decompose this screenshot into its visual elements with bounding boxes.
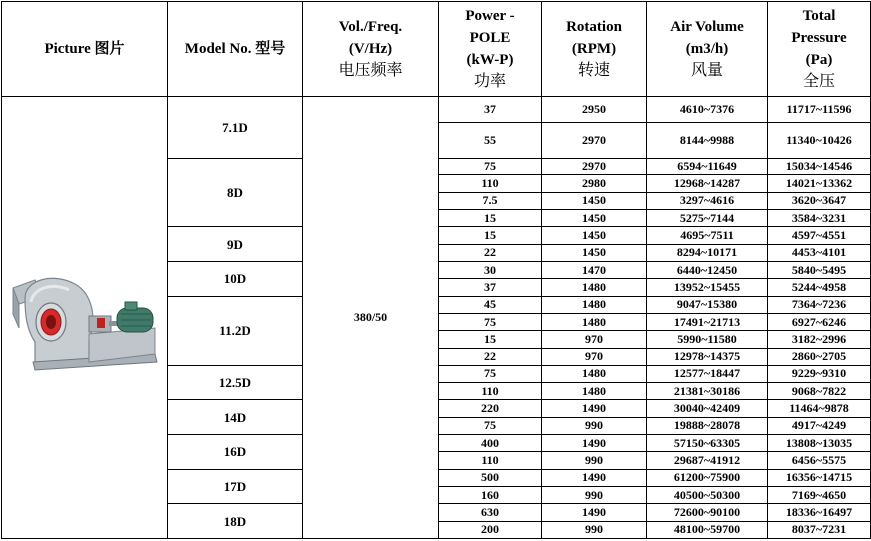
pressure-cell: 2860~2705: [768, 348, 871, 365]
power-cell: 15: [439, 331, 542, 348]
header-pressure-line1: Total: [802, 8, 836, 24]
header-picture: Picture 图片: [2, 2, 168, 97]
pressure-cell: 6927~6246: [768, 313, 871, 330]
air-cell: 5990~11580: [647, 331, 768, 348]
air-cell: 61200~75900: [647, 469, 768, 486]
rpm-cell: 2970: [542, 159, 647, 175]
header-row: [2, 2, 871, 97]
pressure-cell: 11340~10426: [768, 123, 871, 159]
pressure-cell: 18336~16497: [768, 504, 871, 521]
power-cell: 15: [439, 210, 542, 227]
model-cell: 9D: [168, 227, 303, 262]
model-cell: 17D: [168, 469, 303, 504]
power-cell: 200: [439, 521, 542, 538]
air-cell: 40500~50300: [647, 487, 768, 504]
rpm-cell: 2970: [542, 123, 647, 159]
model-cell: 10D: [168, 261, 303, 296]
model-cell: 18D: [168, 504, 303, 539]
fan-product-image: [5, 258, 165, 378]
air-cell: 13952~15455: [647, 279, 768, 296]
header-power: [439, 2, 542, 97]
rpm-cell: 990: [542, 487, 647, 504]
air-cell: 21381~30186: [647, 383, 768, 400]
air-cell: 48100~59700: [647, 521, 768, 538]
power-cell: 22: [439, 244, 542, 261]
rpm-cell: 990: [542, 521, 647, 538]
rpm-cell: 970: [542, 348, 647, 365]
pressure-cell: 15034~14546: [768, 159, 871, 175]
table-row: [2, 97, 871, 123]
air-cell: 12577~18447: [647, 365, 768, 382]
rpm-cell: 990: [542, 417, 647, 434]
pressure-cell: 6456~5575: [768, 452, 871, 469]
header-rotation-line2: (RPM): [571, 41, 617, 57]
rpm-cell: 2980: [542, 175, 647, 192]
pressure-cell: 5840~5495: [768, 261, 871, 278]
header-volfreq-line2: (V/Hz): [348, 41, 393, 57]
power-cell: 37: [439, 279, 542, 296]
rpm-cell: 1480: [542, 279, 647, 296]
rpm-cell: 1450: [542, 210, 647, 227]
air-cell: 6594~11649: [647, 159, 768, 175]
air-cell: 17491~21713: [647, 313, 768, 330]
header-air-volume: [647, 2, 768, 97]
header-volfreq: [303, 2, 439, 97]
air-cell: 30040~42409: [647, 400, 768, 417]
model-cell: 14D: [168, 400, 303, 435]
pressure-cell: 16356~14715: [768, 469, 871, 486]
rpm-cell: 1480: [542, 296, 647, 313]
power-cell: 500: [439, 469, 542, 486]
power-cell: 160: [439, 487, 542, 504]
rpm-cell: 1450: [542, 192, 647, 209]
model-cell: 11.2D: [168, 296, 303, 365]
rpm-cell: 1490: [542, 469, 647, 486]
pressure-cell: 9068~7822: [768, 383, 871, 400]
power-cell: 75: [439, 365, 542, 382]
header-rotation-line1: Rotation: [566, 19, 622, 35]
power-cell: 45: [439, 296, 542, 313]
power-cell: 55: [439, 123, 542, 159]
pressure-cell: 4597~4551: [768, 227, 871, 244]
pressure-cell: 7364~7236: [768, 296, 871, 313]
power-cell: 110: [439, 452, 542, 469]
header-power-cn: 功率: [473, 73, 506, 90]
pressure-cell: 3584~3231: [768, 210, 871, 227]
power-cell: 7.5: [439, 192, 542, 209]
power-cell: 220: [439, 400, 542, 417]
air-cell: 57150~63305: [647, 435, 768, 452]
rpm-cell: 1450: [542, 244, 647, 261]
header-volfreq-cn: 电压频率: [338, 62, 403, 79]
model-cell: 8D: [168, 159, 303, 227]
pressure-cell: 5244~4958: [768, 279, 871, 296]
rpm-cell: 1490: [542, 504, 647, 521]
pressure-cell: 11717~11596: [768, 97, 871, 123]
pressure-cell: 11464~9878: [768, 400, 871, 417]
header-air-line2: (m3/h): [685, 41, 729, 57]
pressure-cell: 9229~9310: [768, 365, 871, 382]
air-cell: 29687~41912: [647, 452, 768, 469]
power-cell: 30: [439, 261, 542, 278]
header-model: Model No. 型号: [168, 2, 303, 97]
rpm-cell: 1480: [542, 313, 647, 330]
pressure-cell: 8037~7231: [768, 521, 871, 538]
header-pressure-cn: 全压: [802, 73, 835, 90]
power-cell: 37: [439, 97, 542, 123]
air-cell: 12978~14375: [647, 348, 768, 365]
model-cell: 16D: [168, 435, 303, 470]
model-cell: 12.5D: [168, 365, 303, 400]
pressure-cell: 3620~3647: [768, 192, 871, 209]
header-rotation: [542, 2, 647, 97]
header-power-line1: Power -: [465, 8, 515, 24]
header-air-cn: 风量: [690, 62, 723, 79]
rpm-cell: 1470: [542, 261, 647, 278]
air-cell: 12968~14287: [647, 175, 768, 192]
power-cell: 110: [439, 175, 542, 192]
header-pressure-line3: (Pa): [805, 52, 833, 68]
rpm-cell: 990: [542, 452, 647, 469]
air-cell: 8144~9988: [647, 123, 768, 159]
header-air-line1: Air Volume: [670, 19, 744, 35]
power-cell: 75: [439, 417, 542, 434]
rpm-cell: 1480: [542, 365, 647, 382]
air-cell: 3297~4616: [647, 192, 768, 209]
air-cell: 5275~7144: [647, 210, 768, 227]
header-power-line3: (kW-P): [466, 52, 514, 68]
header-rotation-cn: 转速: [577, 62, 610, 79]
power-cell: 22: [439, 348, 542, 365]
pressure-cell: 13808~13035: [768, 435, 871, 452]
air-cell: 9047~15380: [647, 296, 768, 313]
air-cell: 8294~10171: [647, 244, 768, 261]
pressure-cell: 3182~2996: [768, 331, 871, 348]
pressure-cell: 7169~4650: [768, 487, 871, 504]
power-cell: 15: [439, 227, 542, 244]
model-cell: 7.1D: [168, 97, 303, 159]
power-cell: 400: [439, 435, 542, 452]
air-cell: 4695~7511: [647, 227, 768, 244]
air-cell: 4610~7376: [647, 97, 768, 123]
power-cell: 75: [439, 159, 542, 175]
header-volfreq-line1: Vol./Freq.: [338, 19, 403, 35]
header-pressure-line2: Pressure: [791, 30, 847, 46]
header-power-line2: POLE: [469, 30, 511, 46]
centrifugal-fan-icon: [5, 258, 165, 378]
rpm-cell: 1490: [542, 435, 647, 452]
rpm-cell: 2950: [542, 97, 647, 123]
power-cell: 110: [439, 383, 542, 400]
air-cell: 72600~90100: [647, 504, 768, 521]
air-cell: 19888~28078: [647, 417, 768, 434]
rpm-cell: 1480: [542, 383, 647, 400]
header-pressure: [768, 2, 871, 97]
rpm-cell: 1450: [542, 227, 647, 244]
pressure-cell: 14021~13362: [768, 175, 871, 192]
power-cell: 630: [439, 504, 542, 521]
power-cell: 75: [439, 313, 542, 330]
rpm-cell: 1490: [542, 400, 647, 417]
air-cell: 6440~12450: [647, 261, 768, 278]
fan-spec-table: [1, 1, 871, 539]
rpm-cell: 970: [542, 331, 647, 348]
voltage-cell: 380/50: [303, 97, 439, 539]
pressure-cell: 4917~4249: [768, 417, 871, 434]
pressure-cell: 4453~4101: [768, 244, 871, 261]
picture-cell: [2, 97, 168, 539]
table-body: [2, 97, 871, 539]
